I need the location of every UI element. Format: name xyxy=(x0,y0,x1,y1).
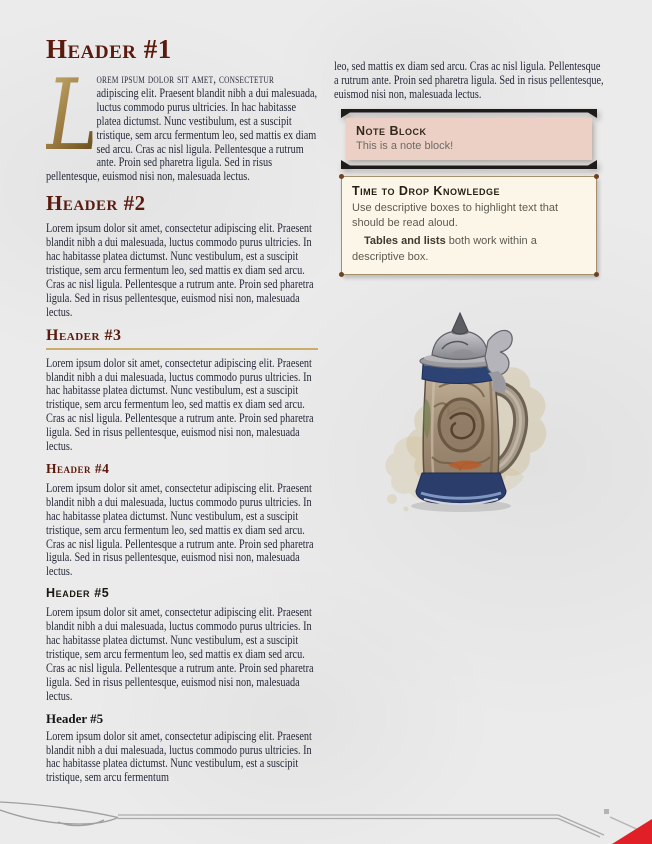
intro-paragraph-text: adipiscing elit. Praesent blandit nibh a dui malesuada, luctus commodo purus ultricies. In hac habitasse platea dictumst. Nunc vestibulum, est a suscipit tristique, sem arcu fermentum leo, sed mattis ex diam sed arcu. Cras ac nisl ligula. Pellentesque a rutrum ante. Proin sed pharetra ligula. Sed in risus pellentesque, euismod nisi non, malesuada lectus. xyxy=(46,85,318,184)
footer-ornament xyxy=(0,792,652,844)
heading-1: Header #1 xyxy=(46,34,172,64)
note-top-ribbon-icon xyxy=(341,109,597,118)
descriptive-box-line-2-rest: both work within a descriptive box. xyxy=(352,234,537,263)
section-4-paragraph: Lorem ipsum dolor sit amet, consectetur adipiscing elit. Praesent blandit nibh a dui malesuada, luctus commodo purus ultricies. In hac habitasse platea dictumst. Nunc vestibulum, est a suscipit tristique, sem arcu fermentum leo, sed mattis ex diam sed arcu. Cras ac nisl ligula. Pellentesque a rutrum ante. Proin sed pharetra ligula. Sed in risus pellentesque, euismod nisi non, malesuada lectus. xyxy=(46,480,314,579)
footer-flourish-icon xyxy=(0,802,118,826)
heading-4: Header #4 xyxy=(46,460,110,476)
note-block xyxy=(341,109,597,169)
section-3-paragraph: Lorem ipsum dolor sit amet, consectetur adipiscing elit. Praesent blandit nibh a dui malesuada, luctus commodo purus ultricies. In hac habitasse platea dictumst. Nunc vestibulum, est a suscipit tristique, sem arcu fermentum leo, sed mattis ex diam sed arcu. Cras ac nisl ligula. Pellentesque a rutrum ante. Proin sed pharetra ligula. Sed in risus pellentesque, euismod nisi non, malesuada lectus. xyxy=(46,355,314,454)
note-title: Note Block xyxy=(356,123,427,138)
heading-2: Header #2 xyxy=(46,191,146,216)
heading-3: Header #3 xyxy=(46,327,318,350)
section-6-paragraph: Lorem ipsum dolor sit amet, consectetur adipiscing elit. Praesent blandit nibh a dui malesuada, luctus commodo purus ultricies. In hac habitasse platea dictumst. Nunc vestibulum, est a suscipit tristique, sem arcu fermentum xyxy=(46,728,312,785)
note-body xyxy=(346,118,592,160)
descriptive-box-line-2 xyxy=(352,234,586,265)
descriptive-box xyxy=(341,176,597,275)
corner-pin-icon xyxy=(594,272,599,277)
heading-6: Header #5 xyxy=(46,710,104,726)
section-2-paragraph: Lorem ipsum dolor sit amet, consectetur adipiscing elit. Praesent blandit nibh a dui malesuada, luctus commodo purus ultricies. In hac habitasse platea dictumst. Nunc vestibulum, est a suscipit tristique, sem arcu fermentum leo, sed mattis ex diam sed arcu. Cras ac nisl ligula. Pellentesque a rutrum ante. Proin sed pharetra ligula. Sed in risus pellentesque, euismod nisi non, malesuada lectus. xyxy=(46,221,314,319)
corner-pin-icon xyxy=(339,174,344,179)
corner-pin-icon xyxy=(339,272,344,277)
intro-paragraph xyxy=(46,59,318,184)
beer-stein-image xyxy=(364,305,564,517)
footer-square-icon xyxy=(604,809,609,814)
heading-5: Header #5 xyxy=(46,586,110,601)
descriptive-box-bold-text: Tables and lists xyxy=(364,234,446,247)
left-column xyxy=(46,34,318,792)
corner-pin-icon xyxy=(594,174,599,179)
descriptive-box-line-1: Use descriptive boxes to highlight text that should be read aloud. xyxy=(352,201,559,230)
beer-stein-illustration-icon xyxy=(364,305,564,517)
continuation-paragraph: leo, sed mattis ex diam sed arcu. Cras ac nisl ligula. Pellentesque a rutrum ante. Proin sed pharetra ligula. Sed in risus pellentesque, euismod nisi non, malesuada lectus. xyxy=(334,59,604,101)
dropcap-letter: L xyxy=(46,59,99,173)
right-column xyxy=(334,60,602,517)
section-5-paragraph: Lorem ipsum dolor sit amet, consectetur adipiscing elit. Praesent blandit nibh a dui malesuada, luctus commodo purus ultricies. In hac habitasse platea dictumst. Nunc vestibulum, est a suscipit tristique, sem arcu fermentum leo, sed mattis ex diam sed arcu. Cras ac nisl ligula. Pellentesque a rutrum ante. Proin sed pharetra ligula. Sed in risus pellentesque, euismod nisi non, malesuada lectus. xyxy=(46,605,314,703)
descriptive-box-title: Time to Drop Knowledge xyxy=(352,183,500,198)
red-corner-accent-icon xyxy=(612,819,652,844)
lead-small-caps-text: orem ipsum dolor sit amet, consectetur xyxy=(96,72,275,86)
note-text: This is a note block! xyxy=(356,139,454,152)
note-bottom-ribbon-icon xyxy=(341,160,597,169)
footer-rule xyxy=(118,815,652,837)
